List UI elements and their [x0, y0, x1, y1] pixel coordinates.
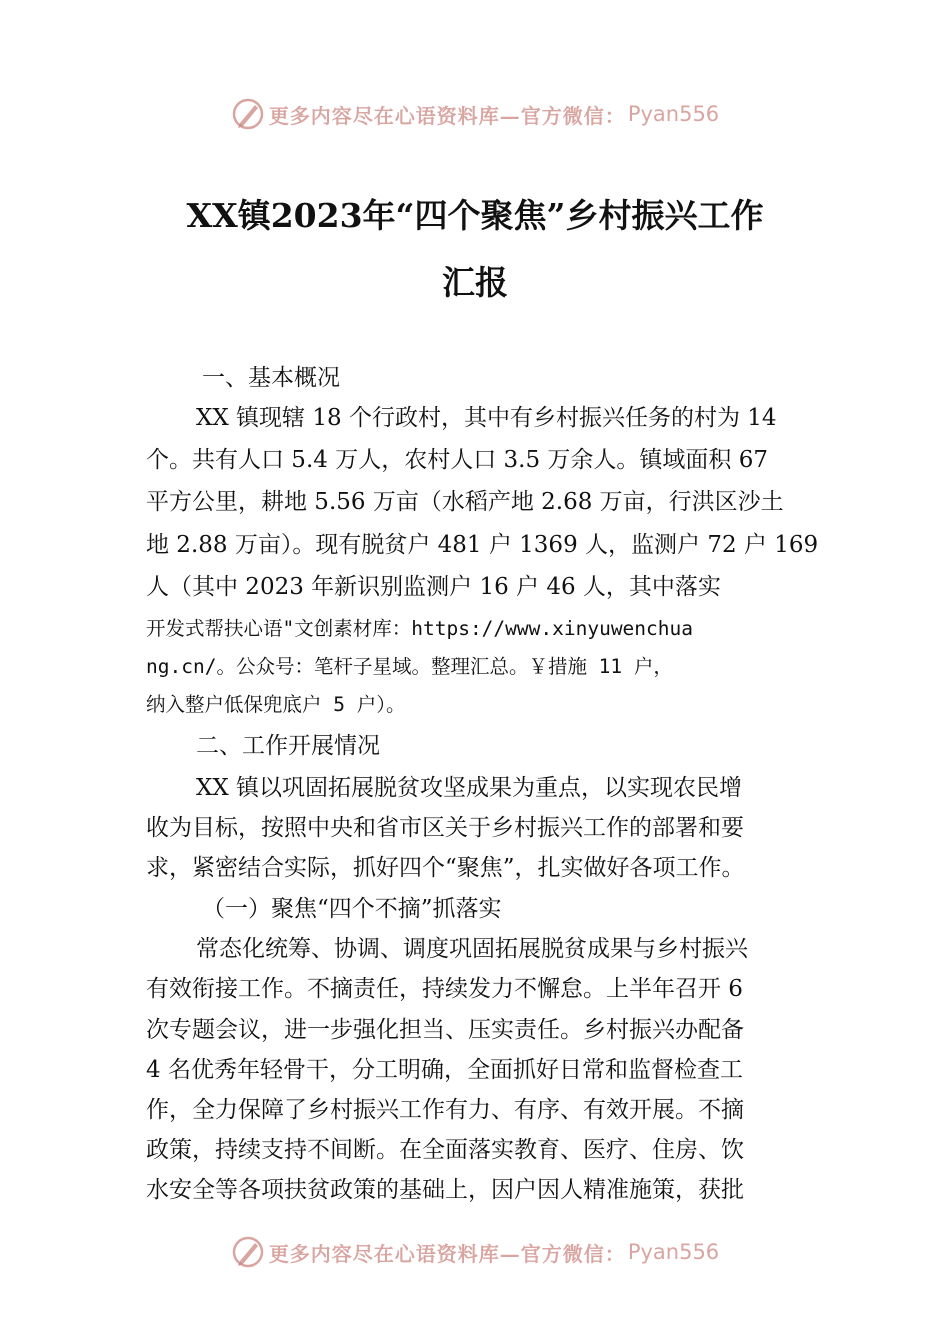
paragraph-line: 4 名优秀年轻骨干，分工明确，全面抓好日常和监督检查工 [146, 1057, 743, 1083]
section-heading-work-progress: 二、工作开展情况 [196, 733, 380, 759]
pen-logo-icon [231, 1235, 265, 1269]
subsection-heading: （一）聚焦“四个不摘”抓落实 [202, 896, 502, 922]
paragraph-line: 水安全等各项扶贫政策的基础上，因户因人精准施策，获批 [146, 1177, 744, 1203]
paragraph-line: 常态化统筹、协调、调度巩固拓展脱贫成果与乡村振兴 [196, 936, 748, 962]
pen-logo-icon [231, 97, 265, 131]
watermark-wechat-id: Pyan556 [627, 1240, 720, 1264]
paragraph-line: 开发式帮扶心语"文创素材库：https://www.xinyuwenchua [146, 617, 693, 640]
watermark-text: 更多内容尽在心语资料库—官方微信： [268, 1241, 626, 1266]
paragraph-line: 平方公里，耕地 5.56 万亩（水稻产地 2.68 万亩，行洪区沙土 [146, 489, 784, 515]
paragraph-line: 收为目标，按照中央和省市区关于乡村振兴工作的部署和要 [146, 815, 744, 841]
paragraph-line: 纳入整户低保兜底户 5 户）。 [146, 693, 406, 716]
watermark-text: 更多内容尽在心语资料库—官方微信： [268, 103, 626, 128]
paragraph-line: 有效衔接工作。不摘责任，持续发力不懈怠。上半年召开 6 [146, 976, 743, 1002]
paragraph-line: 政策，持续支持不间断。在全面落实教育、医疗、住房、饮 [146, 1137, 744, 1163]
paragraph-line: XX 镇以巩固拓展脱贫攻坚成果为重点，以实现农民增 [196, 775, 743, 801]
paragraph-line: XX 镇现辖 18 个行政村，其中有乡村振兴任务的村为 14 [196, 405, 777, 431]
paragraph-line: 作，全力保障了乡村振兴工作有力、有序、有效开展。不摘 [146, 1097, 744, 1123]
paragraph-line: ng.cn/。公众号：笔杆子星域。整理汇总。￥措施 11 户， [146, 655, 673, 678]
paragraph-line: 次专题会议，进一步强化担当、压实责任。乡村振兴办配备 [146, 1017, 744, 1043]
document-title-line-2: 汇报 [442, 263, 508, 302]
document-title-line-1: XX镇2023年“四个聚焦”乡村振兴工作 [186, 196, 764, 235]
watermark-wechat-id: Pyan556 [627, 102, 720, 126]
paragraph-line: 求，紧密结合实际，抓好四个“聚焦”，扎实做好各项工作。 [146, 855, 745, 881]
watermark-footer [0, 1232, 950, 1272]
section-heading-basic-overview: 一、基本概况 [202, 365, 340, 391]
paragraph-line: 人（其中 2023 年新识别监测户 16 户 46 人，其中落实 [146, 574, 721, 600]
paragraph-line: 个。共有人口 5.4 万人，农村人口 3.5 万余人。镇域面积 67 [146, 447, 768, 473]
paragraph-line: 地 2.88 万亩）。现有脱贫户 481 户 1369 人，监测户 72 户 169 [146, 532, 819, 558]
watermark-header [0, 94, 950, 134]
